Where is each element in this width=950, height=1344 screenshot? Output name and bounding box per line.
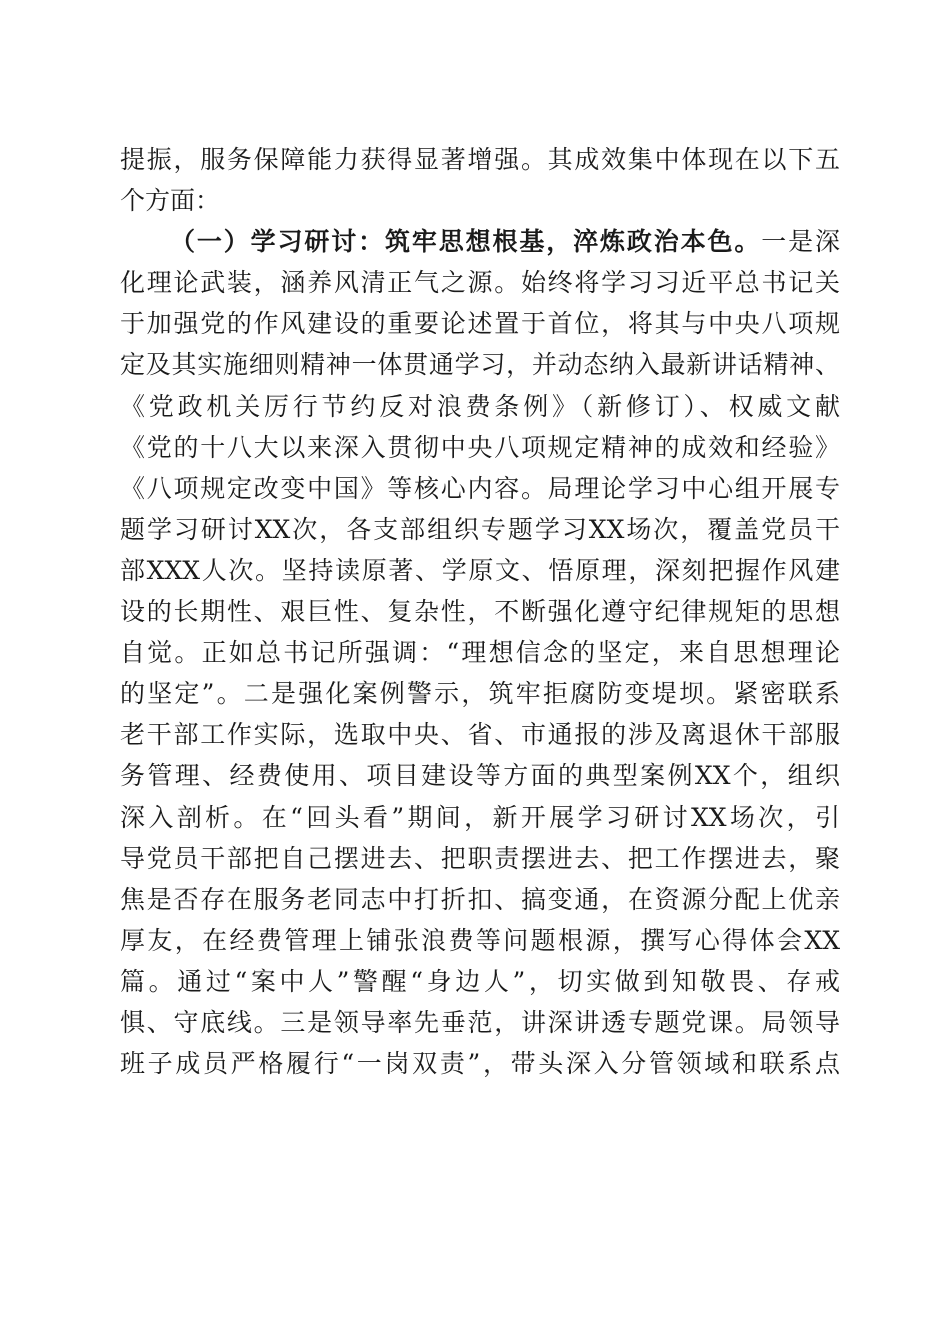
text-line-23: 班子成员严格履行“一岗双责”，带头深入分管领域和联系点 <box>120 1049 840 1079</box>
text-line-1: 提振，服务保障能力获得显著增强。其成效集中体现在以下五 <box>120 145 840 174</box>
text-line-6: 定及其实施细则精神一体贯通学习，并动态纳入最新讲话精神、 <box>120 350 840 380</box>
text-line-20: 厚友，在经费管理上铺张浪费等问题根源，撰写心得体会XX <box>120 925 840 955</box>
text-line-9: 《八项规定改变中国》等核心内容。局理论学习中心组开展专 <box>120 473 840 503</box>
section-heading: （一）学习研讨：筑牢思想根基，淬炼政治本色。 <box>170 227 762 257</box>
text-line-16: 务管理、经费使用、项目建设等方面的典型案例XX个，组织 <box>120 761 840 791</box>
text-line-17: 深入剖析。在“回头看”期间，新开展学习研讨XX场次，引 <box>120 802 840 832</box>
text-line-4: 化理论武装，涵养风清正气之源。始终将学习习近平总书记关 <box>120 268 840 298</box>
text-line-11: 部XXX人次。坚持读原著、学原文、悟原理，深刻把握作风建 <box>120 555 840 585</box>
text-line-21: 篇。通过“案中人”警醒“身边人”，切实做到知敬畏、存戒 <box>120 966 840 996</box>
text-line-19: 焦是否存在服务老同志中打折扣、搞变通，在资源分配上优亲 <box>120 884 840 914</box>
document-body <box>120 139 840 1084</box>
section-heading-line <box>120 221 840 262</box>
text-line-22: 惧、守底线。三是领导率先垂范，讲深讲透专题党课。局领导 <box>120 1007 840 1037</box>
text-line-18: 导党员干部把自己摆进去、把职责摆进去、把工作摆进去，聚 <box>120 843 840 873</box>
text-line-5: 于加强党的作风建设的重要论述置于首位，将其与中央八项规 <box>120 309 840 339</box>
text-line-15: 老干部工作实际，选取中央、省、市通报的涉及离退休干部服 <box>120 720 840 750</box>
text-line-8: 《党的十八大以来深入贯彻中央八项规定精神的成效和经验》 <box>120 432 840 462</box>
text-line-14: 的坚定”。二是强化案例警示，筑牢拒腐防变堤坝。紧密联系 <box>120 679 840 709</box>
text-line-7: 《党政机关厉行节约反对浪费条例》（新修订）、权威文献 <box>120 391 840 421</box>
text-line-12: 设的长期性、艰巨性、复杂性，不断强化遵守纪律规矩的思想 <box>120 597 840 627</box>
text-line-13: 自觉。正如总书记所强调：“理想信念的坚定，来自思想理论 <box>120 638 840 668</box>
section-heading-continuation: 一是深 <box>761 227 840 257</box>
text-line-2: 个方面： <box>120 186 221 216</box>
text-line-10: 题学习研讨XX次，各支部组织专题学习XX场次，覆盖党员干 <box>120 514 840 544</box>
